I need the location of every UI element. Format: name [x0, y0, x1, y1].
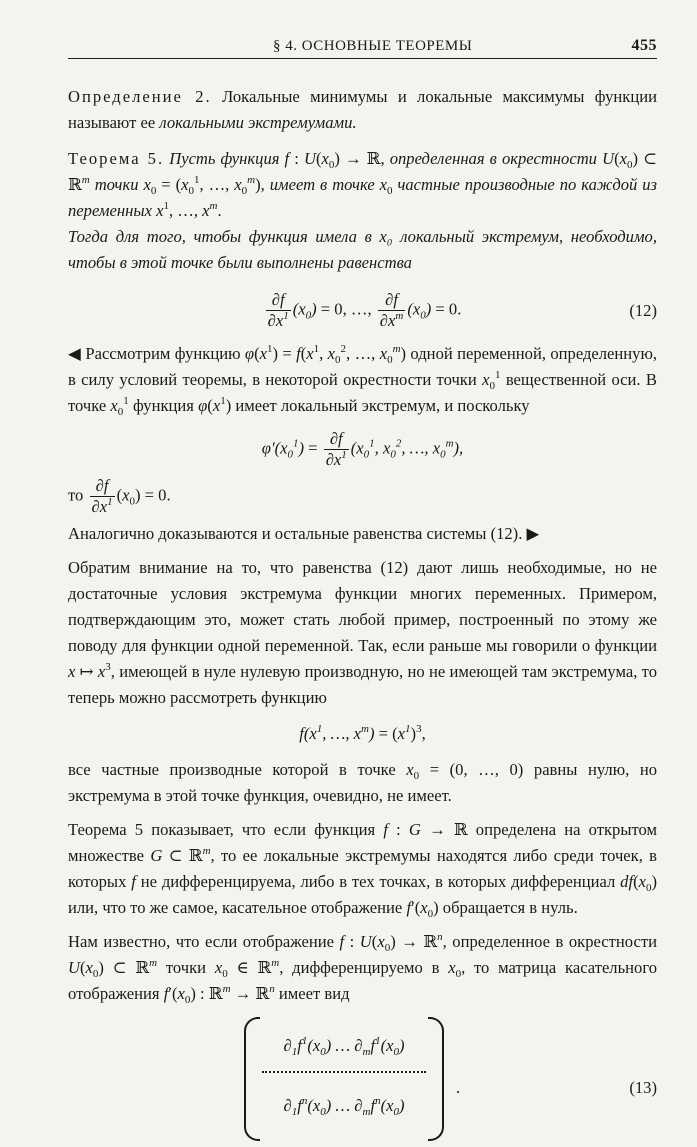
page-body [68, 84, 657, 1147]
equation-12: $\frac{\partial f}{\partial x^1}$ $(x_0) = 0$, …, $\frac{\partial f}{\partial x^m}$ $(x_0) = 0$. (12) [267, 290, 657, 330]
theorem-5: Теорема 5. Пусть функция f : $U(x_0)$ → ℝ, определенная в окрестности $U(x_0)$ ⊂ ℝ$^m$ точки $x_0 = (x_0^1$, …, $x_0^m$), имеет в точке $x_0$ частные производные по каждой из переменных $x^1$, …, $x^m$. [68, 149, 658, 220]
theorem-5-condition: Тогда для того, чтобы функция имела в x₀ локальный экстремум, необходимо, чтобы в этой точке были выполнены равенства [68, 227, 657, 272]
paragraph-necessary: Обратим внимание на то, что равенства (12) дают лишь необходимые, но не достаточные условия экстремума функции многих переменных. Примером, подтверждающим это, может стать любой пример, построенный по этому же поводу для функции одной переменной. Так, если раньше мы говорили о функции x ↦ $x^3$, имеющей в нуле нулевую производную, но не имеющей там экстремума, то теперь можно рассмотреть функцию [68, 558, 657, 707]
section-title: § 4. ОСНОВНЫЕ ТЕОРЕМЫ [273, 38, 473, 54]
equation-13: $\partial_1f^1(x_0)$ … $\partial_mf^1(x_0)$ $\partial_1f^n(x_0)$ … $\partial_mf^n(x_0)$ . (13) [68, 1017, 657, 1147]
proof: ◀ Рассмотрим функцию $\varphi(x^1) = f(x^1$, $x_0^2$, …, $x_0^m$) одной переменной, определенную, в силу условий теоремы, в некоторой окрестности точки $x_0^1$ вещественной оси. В точке $x_0^1$ функция $\varphi(x^1)$ имеет локальный экстремум, и поскольку [68, 343, 658, 418]
paragraph-theorem-5: Теорема 5 показывает, что если функция f : G → ℝ определена на открытом множестве G ⊂ ℝ$^m$, то ее локальные экстремумы находятся либо среди точек, в которых f не дифференцируема, либо в тех точках, в которых дифференциал $df(x_0)$ или, что то же самое, касательное отображение $f'(x_0)$ обращается в нуль. [68, 820, 657, 920]
definition-2: Определение 2. Локальные минимумы и локальные максимумы функции называют ее локальными экстремумами. [68, 87, 657, 132]
jacobian-matrix: $\partial_1f^1(x_0)$ … $\partial_mf^1(x_0)$ $\partial_1f^n(x_0)$ … $\partial_mf^n(x_0)$ [244, 1017, 444, 1137]
proof-conclusion: то $\frac{\partial f}{\partial x^1}$ $(x_0) = 0$. [68, 476, 171, 516]
running-header [68, 34, 657, 59]
equation-phi: $\varphi'(x_0^1)$ = $\frac{\partial f}{\partial x^1}$ ($x_0^1$, $x_0^2$, …, $x_0^m$), [261, 429, 464, 469]
equation-number: (12) [629, 300, 657, 320]
paragraph-mapping: Нам известно, что если отображение f : $U(x_0)$ → ℝ$^n$, определенное в окрестности $U(x_0)$ ⊂ ℝ$^m$ точки $x_0$ ∈ ℝ$^m$, дифференцируемо в $x_0$, то матрица касательного отображения $f'(x_0)$ : ℝ$^m$ → ℝ$^n$ имеет вид [68, 931, 658, 1006]
proof-end: Аналогично доказываются и остальные равенства системы (12). ▶ [68, 524, 540, 543]
paragraph-example-end: все частные производные которой в точке $x_0 = (0$, …, 0) равны нулю, но экстремума в этой точке функция, очевидно, не имеет. [68, 760, 657, 805]
page-number: 455 [631, 37, 657, 54]
equation-example: $f(x^1$, …, $x^m) = (x^1)^3$, [299, 723, 426, 743]
equation-number-13: (13) [629, 1078, 657, 1097]
